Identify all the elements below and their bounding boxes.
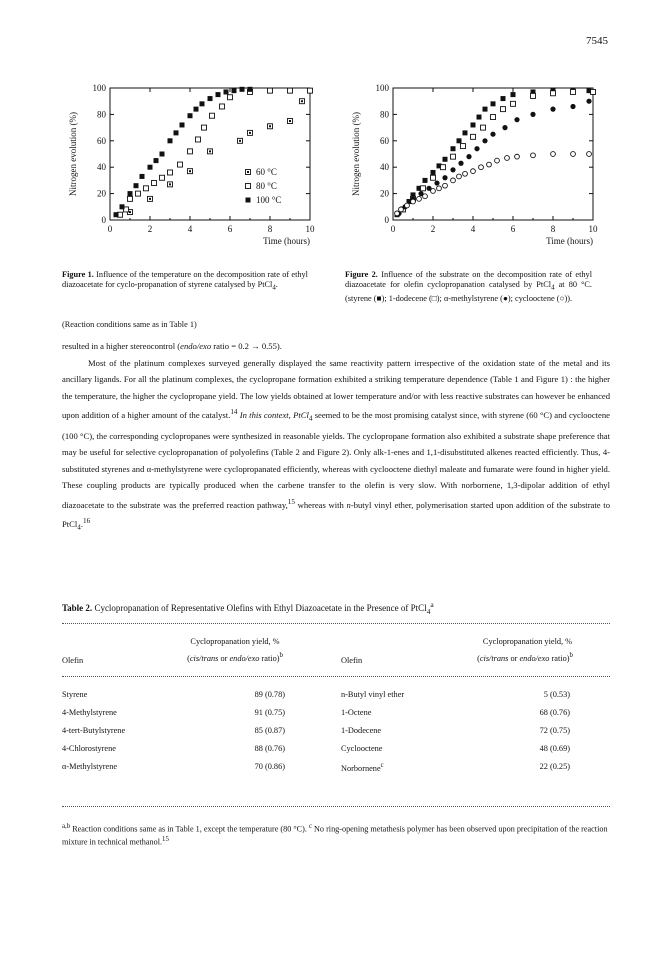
- table-cell-yield: 72 (0.75): [539, 726, 570, 735]
- data-point: [114, 212, 119, 217]
- superscript: c: [380, 762, 384, 769]
- table-cell-yield: 88 (0.76): [254, 744, 285, 753]
- y-tick-label: 20: [380, 188, 389, 199]
- data-point: [188, 113, 193, 118]
- data-point: [437, 186, 442, 191]
- data-point: [188, 149, 193, 154]
- data-point: [483, 107, 488, 112]
- data-point: [586, 99, 591, 104]
- data-point: [174, 130, 179, 135]
- data-point: [587, 152, 592, 157]
- data-point: [458, 161, 463, 166]
- data-point: [196, 137, 201, 142]
- data-point-center: [209, 150, 211, 152]
- figure-2-caption-label: Figure 2.: [345, 270, 378, 279]
- table-cell-yield: 89 (0.78): [254, 690, 285, 699]
- reference-superscript: 14: [230, 408, 238, 417]
- y-tick-label: 100: [92, 83, 106, 93]
- data-point: [571, 152, 576, 157]
- data-point: [208, 96, 213, 101]
- data-point: [154, 158, 159, 163]
- x-tick-label: 2: [147, 224, 153, 234]
- subscript: 4: [77, 523, 81, 532]
- data-point-center: [169, 183, 171, 185]
- data-point: [120, 204, 125, 209]
- data-point: [405, 203, 410, 208]
- data-point: [248, 130, 253, 135]
- figure-1-caption-note: (Reaction conditions same as in Table 1): [62, 320, 197, 329]
- table-cell-yield: 70 (0.86): [254, 762, 285, 771]
- y-tick-label: 40: [380, 162, 389, 173]
- data-point: [128, 196, 133, 201]
- figure-1-caption-end: .: [275, 280, 278, 290]
- data-point: [288, 119, 293, 124]
- x-tick-label: 6: [510, 224, 516, 234]
- y-tick-label: 80: [380, 109, 389, 120]
- table-cell-yield: 91 (0.75): [254, 708, 285, 717]
- y-tick-label: 40: [97, 162, 106, 173]
- y-tick-label: 80: [97, 109, 106, 120]
- text-run: (: [477, 653, 480, 663]
- data-point: [514, 117, 519, 122]
- data-point-center: [269, 125, 271, 127]
- superscript: b: [279, 652, 283, 659]
- data-point: [502, 125, 507, 130]
- y-tick-label: 0: [384, 215, 389, 225]
- y-tick-label: 60: [380, 135, 389, 146]
- data-point-center: [301, 100, 303, 102]
- data-point: [148, 165, 153, 170]
- y-tick-label: 0: [101, 215, 106, 225]
- y-axis-label: Nitrogen evolution (%): [351, 112, 361, 196]
- data-point: [160, 175, 165, 180]
- text-run: ratio = 0.2 → 0.55).: [211, 341, 282, 351]
- data-point: [463, 171, 468, 176]
- data-point: [232, 88, 237, 93]
- table-cell-olefin: 1-Dodecene: [341, 726, 382, 735]
- data-point: [240, 87, 245, 92]
- figure-2-caption: [345, 270, 592, 304]
- data-point: [570, 104, 575, 109]
- header-yield-left: Cyclopropanation yield, %: [190, 637, 280, 646]
- page-number: 7545: [586, 35, 608, 47]
- table-bottom-rule: [62, 806, 610, 807]
- data-point: [210, 113, 215, 118]
- data-point-center: [149, 198, 151, 200]
- data-point: [128, 191, 133, 196]
- subscript: 4: [308, 414, 313, 423]
- data-point: [308, 88, 313, 93]
- data-point-center: [129, 211, 131, 213]
- text-run: endo/exo: [180, 341, 212, 351]
- data-point: [451, 146, 456, 151]
- text-run: (: [187, 653, 190, 663]
- table-cell-olefin: [341, 762, 384, 773]
- header-olefin-left: Olefin: [62, 656, 84, 665]
- data-point: [216, 92, 221, 97]
- header-olefin-right: Olefin: [341, 656, 363, 665]
- data-point: [530, 112, 535, 117]
- table-cell-yield: 85 (0.87): [254, 726, 285, 735]
- data-point: [188, 169, 193, 174]
- data-point: [246, 198, 251, 203]
- figure-2-caption-text: Influence of the substrate on the decomposition rate of ethyl diazoacetate for olefin cyclopropanation catalysed by PtCl: [345, 270, 593, 290]
- reference-superscript: 16: [83, 517, 91, 526]
- reference-superscript: 15: [287, 497, 295, 506]
- header-yield-left-sub: [140, 652, 330, 663]
- x-tick-label: 8: [267, 224, 273, 234]
- data-point: [178, 162, 183, 167]
- data-point: [442, 175, 447, 180]
- data-point: [423, 178, 428, 183]
- data-point: [399, 207, 404, 212]
- data-point: [501, 107, 506, 112]
- text-run: cis/trans: [189, 653, 219, 663]
- table-cell-olefin: 4-Chlorostyrene: [62, 744, 116, 753]
- data-point: [140, 174, 145, 179]
- x-tick-label: 0: [107, 224, 113, 234]
- table-header-rule: [62, 676, 610, 677]
- superscript: a,b: [62, 823, 71, 830]
- data-point: [168, 170, 173, 175]
- text-run: -butyl vinyl ether, polymerisation started upon addition of the substrate to PtCl: [62, 499, 610, 530]
- x-tick-label: 10: [305, 224, 315, 234]
- data-point: [248, 87, 253, 92]
- data-point: [551, 152, 556, 157]
- x-tick-label: 0: [390, 224, 396, 234]
- legend-label: 100 °C: [256, 195, 282, 205]
- data-point: [431, 189, 436, 194]
- text-run: Norbornene: [341, 763, 381, 773]
- data-point: [268, 124, 273, 129]
- text-run: whereas with: [294, 499, 347, 510]
- data-point: [479, 165, 484, 170]
- data-point: [550, 107, 555, 112]
- table-cell-olefin: 4-Methylstyrene: [62, 708, 117, 717]
- data-point: [463, 130, 468, 135]
- data-point: [431, 170, 436, 175]
- data-point: [571, 89, 576, 94]
- data-point: [471, 134, 476, 139]
- superscript: a: [430, 600, 434, 609]
- y-tick-label: 60: [97, 135, 106, 146]
- data-point: [451, 154, 456, 159]
- data-point: [511, 101, 516, 106]
- data-point: [551, 91, 556, 96]
- table-cell-yield: 68 (0.76): [539, 708, 570, 717]
- data-point: [482, 138, 487, 143]
- subscript: 4: [426, 606, 431, 616]
- text-run: .: [80, 519, 84, 530]
- table-cell-yield: 48 (0.69): [539, 744, 570, 753]
- data-point: [160, 152, 165, 157]
- figure-1-caption-text: Influence of the temperature on the decomposition rate of ethyl diazoacetate for cyclo-propanation of styrene catalysed by PtCl: [62, 270, 308, 290]
- table-cell-olefin: n-Butyl vinyl ether: [341, 690, 405, 699]
- text-run: ratio): [549, 653, 570, 663]
- data-point: [421, 186, 426, 191]
- figure-1-chart: [62, 80, 327, 255]
- table-cell-olefin: 1-Octene: [341, 708, 372, 717]
- data-point: [457, 138, 462, 143]
- body-paragraph: [62, 355, 610, 537]
- superscript: 15: [162, 835, 169, 843]
- figure-2-caption-sub: 4: [551, 284, 555, 292]
- text-run: cis/trans: [479, 653, 509, 663]
- data-point: [515, 154, 520, 159]
- data-point: [152, 181, 157, 186]
- data-point: [417, 196, 422, 201]
- data-point: [591, 89, 596, 94]
- data-point: [288, 88, 293, 93]
- y-tick-label: 100: [375, 83, 389, 93]
- table-cell-olefin: α-Methylstyrene: [62, 762, 118, 771]
- x-tick-label: 4: [187, 224, 193, 234]
- data-point: [511, 92, 516, 97]
- data-point: [471, 169, 476, 174]
- data-point: [441, 165, 446, 170]
- table-cell-yield: 22 (0.25): [539, 762, 570, 771]
- table-2-label: Table 2.: [62, 603, 93, 613]
- text-run: endo/exo: [519, 653, 550, 663]
- data-point: [461, 144, 466, 149]
- figure-2-caption-end: at 80 °C. (styrene (■); 1-dodecene (□); α-methylstyrene (●); cyclooctene (○)).: [345, 280, 593, 304]
- data-point: [202, 125, 207, 130]
- data-point: [451, 178, 456, 183]
- data-point: [300, 99, 305, 104]
- header-yield-right: Cyclopropanation yield, %: [482, 637, 573, 646]
- data-point: [220, 104, 225, 109]
- x-tick-label: 2: [430, 224, 436, 234]
- text-run: No ring-opening metathesis polymer has been observed upon precipitation of the reaction mixture in technical methanol.: [62, 824, 608, 847]
- table-cell-yield: 5 (0.53): [543, 690, 570, 699]
- text-run: In this context, PtCl: [237, 410, 309, 421]
- data-point-center: [289, 120, 291, 122]
- data-point: [136, 191, 141, 196]
- data-point: [180, 122, 185, 127]
- data-point: [246, 184, 251, 189]
- x-axis-label: Time (hours): [263, 236, 310, 246]
- data-point: [501, 96, 506, 101]
- body-text: [62, 338, 610, 537]
- text-run: seemed to be the most promising catalyst since, with styrene (60 °C) and cyclooctene (100 °C), the corresponding cyclopropanes were synthesized in reasonable yields. The cyclopropane formation also exhibited a substrate shape preference that may be useful for selective cyclopropanation of polyolefins (Table 2 and Figure 2). Only alk-1-enes and 1,1-disubstituted alkenes reacted efficiently. Thus, 4-substituted styrenes and α-methylstyrene were cyclopropanated efficiently, whereas with cyclooctene diethyl maleate and fumarate were found in higher yield. These coupling products are typically produced when the carbene transfer to the olefin is very slow. With norbornene, 1,3-dipolar addition of ethyl diazoacetate to the substrate was the preferred reaction pathway,: [62, 410, 610, 510]
- data-point: [434, 180, 439, 185]
- data-point: [471, 122, 476, 127]
- x-tick-label: 8: [550, 224, 556, 234]
- data-point: [477, 115, 482, 120]
- data-point: [495, 158, 500, 163]
- data-point: [443, 183, 448, 188]
- data-point: [144, 186, 149, 191]
- figure-1-caption-label: Figure 1.: [62, 270, 94, 279]
- data-point: [490, 132, 495, 137]
- data-point: [474, 146, 479, 151]
- data-point-center: [189, 170, 191, 172]
- text-run: n: [346, 499, 351, 510]
- figure-2-chart: [345, 80, 610, 255]
- legend-label: 60 °C: [256, 167, 277, 177]
- table-top-rule: [62, 623, 610, 624]
- plot-frame: [393, 88, 593, 220]
- superscript: b: [569, 652, 573, 659]
- data-point: [168, 182, 173, 187]
- x-tick-label: 10: [588, 224, 598, 234]
- data-point: [531, 93, 536, 98]
- data-point: [423, 194, 428, 199]
- data-point: [487, 162, 492, 167]
- data-point: [238, 138, 243, 143]
- data-point: [224, 89, 229, 94]
- data-point: [168, 138, 173, 143]
- data-point: [450, 167, 455, 172]
- table-cell-olefin: Cyclooctene: [341, 744, 383, 753]
- data-point: [431, 175, 436, 180]
- y-tick-label: 20: [97, 188, 106, 199]
- text-run: Cyclopropanation of Representative Olefins with Ethyl Diazoacetate in the Presence of PtCl: [92, 603, 427, 613]
- data-point-center: [239, 140, 241, 142]
- text-run: endo/exo: [229, 653, 260, 663]
- data-point: [246, 170, 251, 175]
- data-point: [491, 115, 496, 120]
- data-point: [457, 174, 462, 179]
- data-point: [200, 101, 205, 106]
- data-point: [194, 107, 199, 112]
- data-point: [148, 196, 153, 201]
- header-yield-right-sub: [430, 652, 620, 663]
- x-tick-label: 4: [470, 224, 476, 234]
- data-point: [481, 125, 486, 130]
- table-2-title: [62, 600, 434, 616]
- superscript: c: [308, 823, 312, 830]
- data-point: [443, 157, 448, 162]
- figure-1-caption-sub: 4: [272, 284, 276, 292]
- data-point: [228, 95, 233, 100]
- data-point: [491, 101, 496, 106]
- y-axis-label: Nitrogen evolution (%): [68, 112, 78, 196]
- text-run: or: [218, 653, 230, 663]
- table-cell-olefin: 4-tert-Butylstyrene: [62, 726, 126, 735]
- table-cell-olefin: Styrene: [62, 690, 88, 699]
- data-point: [134, 183, 139, 188]
- data-point: [531, 153, 536, 158]
- text-run: Most of the platinum complexes surveyed generally displayed the same reactivity pattern irrespective of the oxidation state of the metal and its ancillary ligands. For all the platinum complexes, the cyclopropane formation exhibited a striking temperature dependence (Table 1 and Figure 1) : the higher the temperature, the higher the cyclopropane yield. The low yields obtained at lower temperature and/or with less reactive substrates can however be enhanced upon addition of a higher amount of the catalyst.: [62, 357, 610, 421]
- data-point-center: [247, 171, 249, 173]
- data-point: [505, 156, 510, 161]
- data-point: [411, 199, 416, 204]
- table-footnote: [62, 822, 610, 847]
- body-first-line: [62, 338, 610, 355]
- data-point-center: [249, 132, 251, 134]
- data-point: [268, 88, 273, 93]
- x-axis-label: Time (hours): [546, 236, 593, 246]
- text-run: or: [508, 653, 520, 663]
- data-point: [208, 149, 213, 154]
- legend-label: 80 °C: [256, 181, 277, 191]
- text-run: resulted in a higher stereocontrol (: [62, 341, 181, 351]
- data-point: [466, 154, 471, 159]
- x-tick-label: 6: [227, 224, 233, 234]
- figure-1-caption: [62, 270, 308, 294]
- text-run: Reaction conditions same as in Table 1, except the temperature (80 °C).: [70, 824, 309, 834]
- text-run: ratio): [259, 653, 280, 663]
- data-point: [395, 211, 400, 216]
